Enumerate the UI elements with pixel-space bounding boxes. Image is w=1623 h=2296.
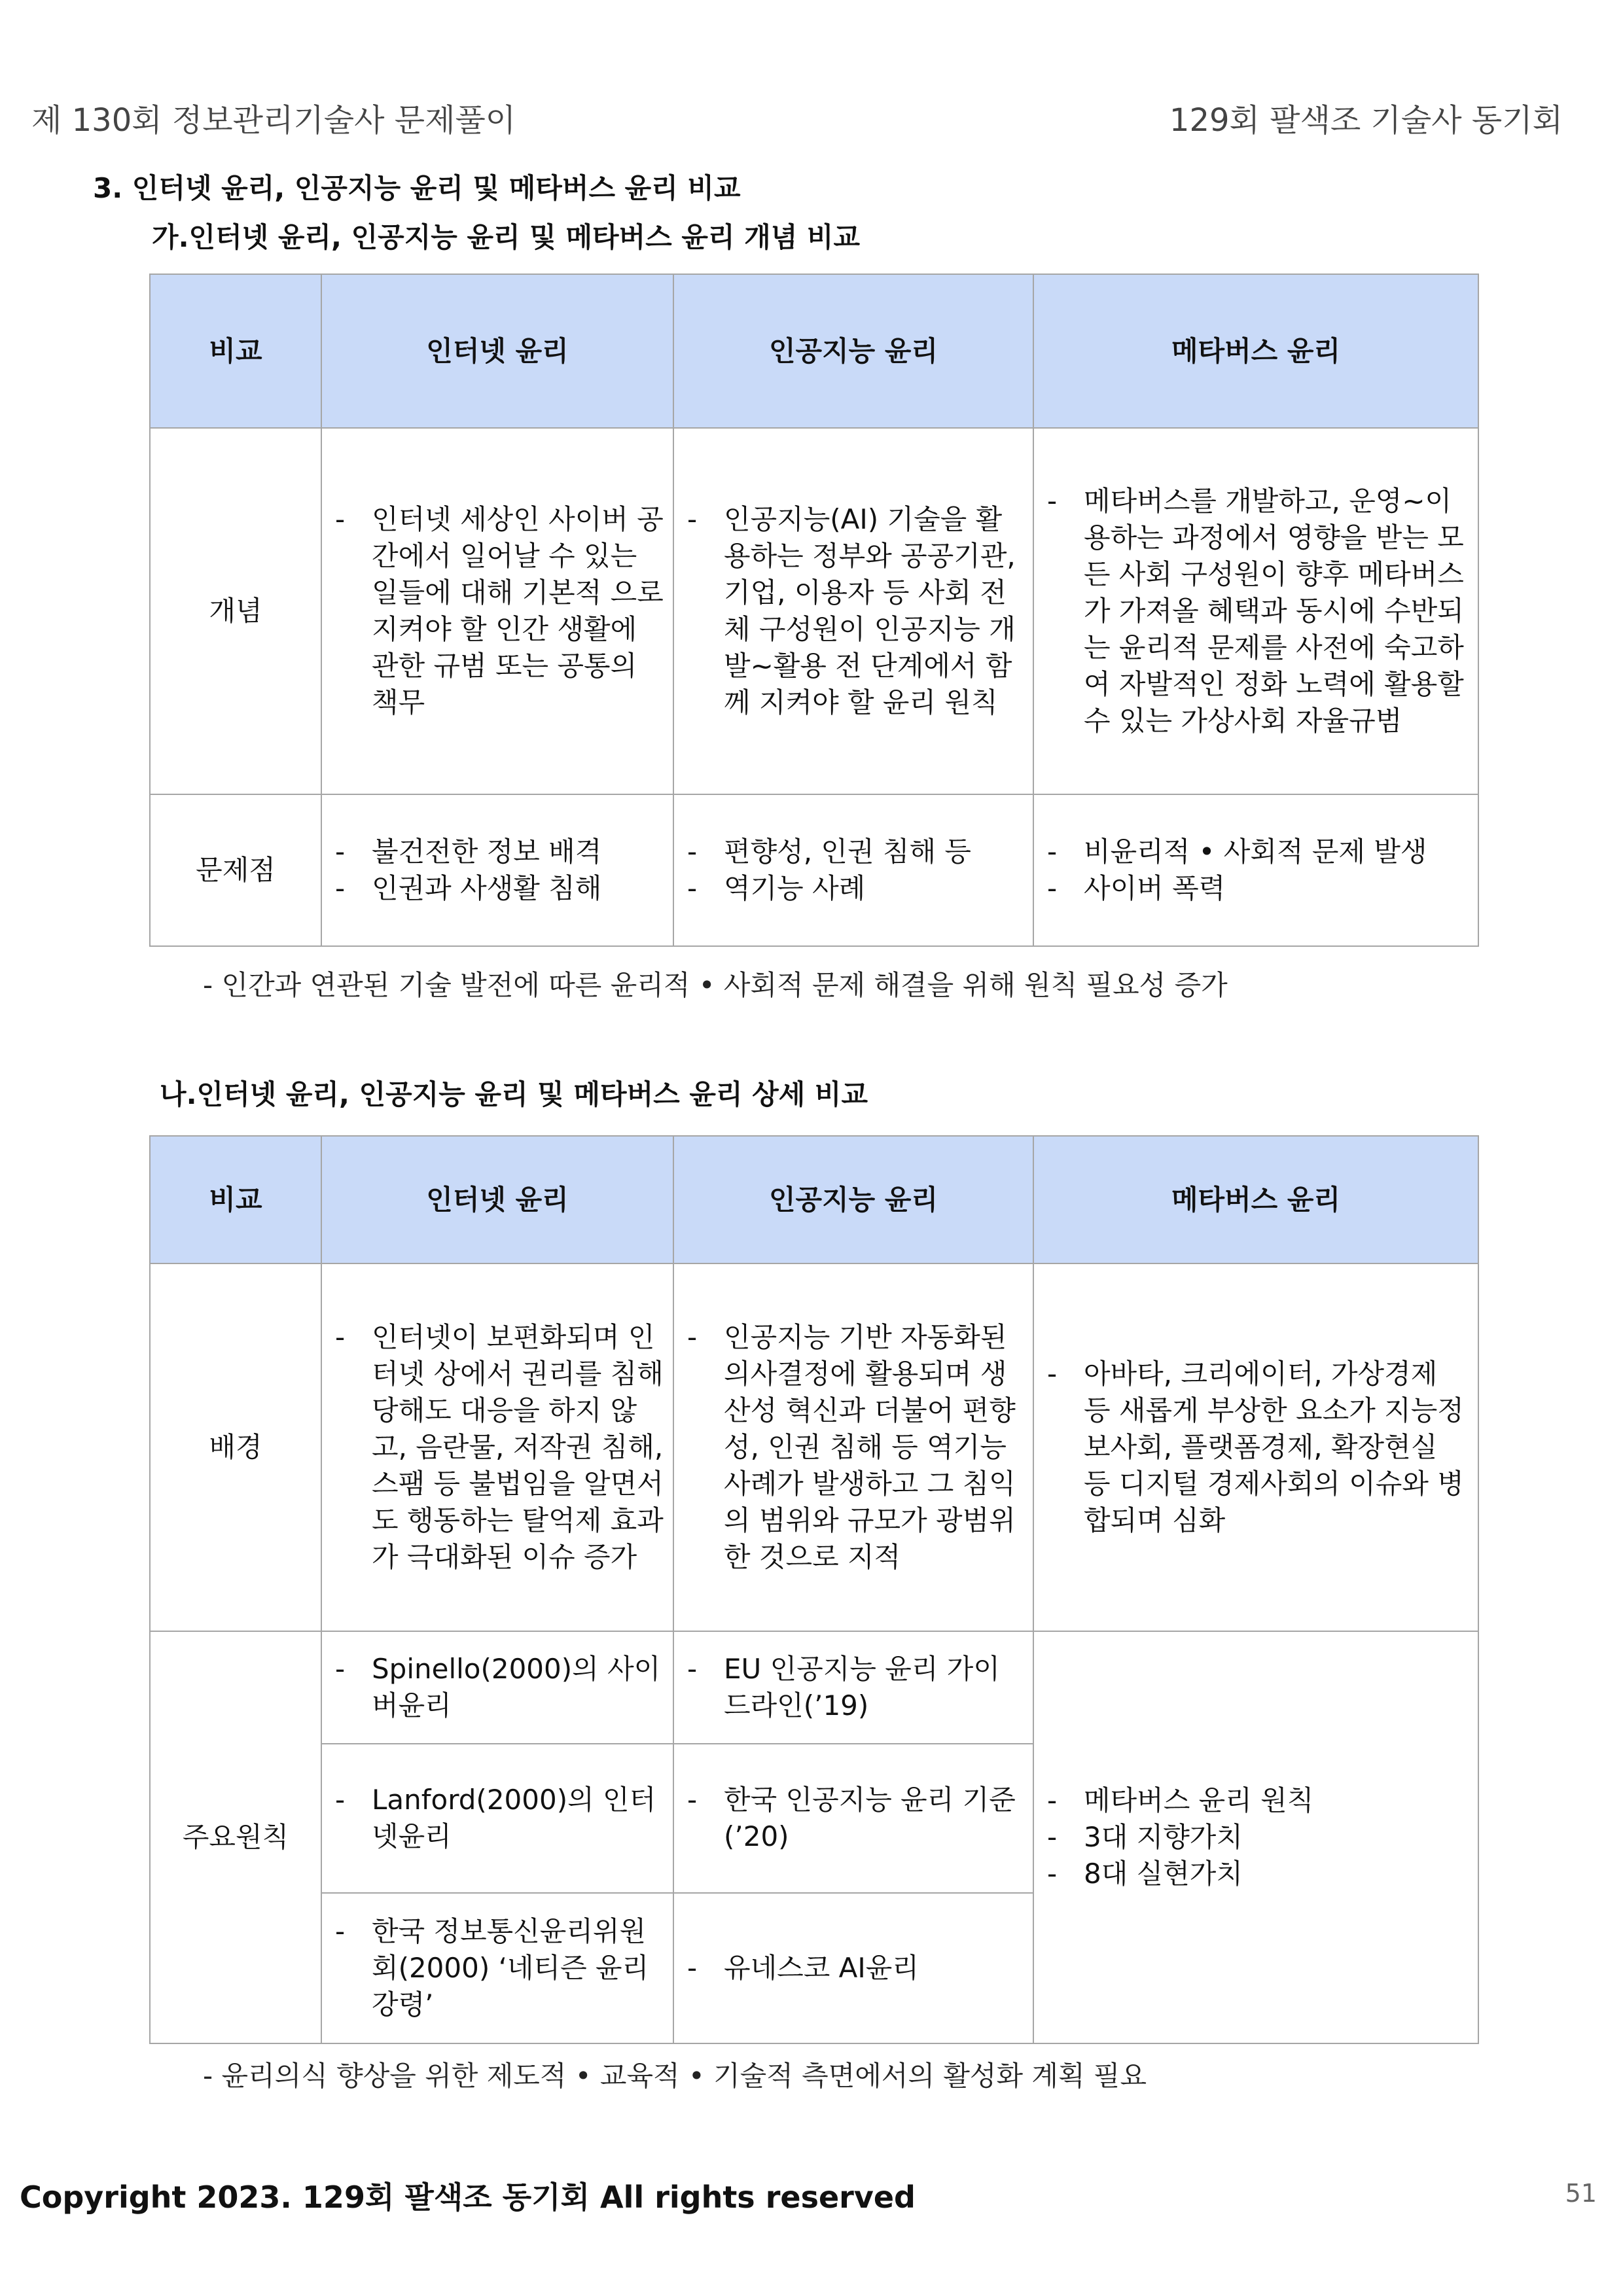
- cell-internet: [321, 794, 673, 946]
- row-label: 문제점: [150, 794, 321, 946]
- header-ai: 인공지능 윤리: [673, 274, 1033, 428]
- cell-metaverse: [1033, 1263, 1478, 1631]
- table-header-row: [150, 274, 1478, 428]
- list-item: - EU 인공지능 윤리 가이드라인(’19): [687, 1653, 1000, 1722]
- cell-ai: [673, 1744, 1033, 1893]
- cell-metaverse: [1033, 794, 1478, 946]
- list-item: - 사이버 폭력: [1047, 872, 1226, 904]
- cell-internet: [321, 428, 673, 794]
- cell-ai: [673, 1893, 1033, 2043]
- table-header-row: [150, 1136, 1478, 1263]
- list-item: - 역기능 사례: [687, 872, 866, 904]
- list-item: - 유네스코 AI윤리: [687, 1952, 919, 1984]
- cell-ai: [673, 428, 1033, 794]
- table2-title: 나.인터넷 윤리, 인공지능 윤리 및 메타버스 윤리 상세 비교: [160, 1078, 868, 1110]
- list-item: - 메타버스를 개발하고, 운영~이용하는 과정에서 영향을 받는 모든 사회 구성원이 향후 메타버스가 가져올 혜택과 동시에 수반되는 윤리적 문제를 사전에 숙고하여 자발적인 정화 노력에 활용할 수 있는 가상사회 자율규범: [1047, 485, 1464, 737]
- detail-comparison-table: [149, 1135, 1479, 2044]
- header-ai: 인공지능 윤리: [673, 1136, 1033, 1263]
- row-label: 주요원칙: [150, 1631, 321, 2043]
- list-item: - 한국 인공지능 윤리 기준(’20): [687, 1784, 1016, 1852]
- table-row: [150, 428, 1478, 794]
- cell-internet: [321, 1263, 673, 1631]
- header-internet: 인터넷 윤리: [321, 1136, 673, 1263]
- header-internet: 인터넷 윤리: [321, 274, 673, 428]
- cell-ai: [673, 1263, 1033, 1631]
- cell-internet: [321, 1744, 673, 1893]
- list-item: - 인터넷이 보편화되며 인터넷 상에서 권리를 침해당해도 대응을 하지 않고, 음란물, 저작권 침해, 스팸 등 불법임을 알면서도 행동하는 탈억제 효과가 극대화된 이슈 증가: [335, 1321, 664, 1573]
- cell-metaverse: [1033, 428, 1478, 794]
- table1-title: 가.인터넷 윤리, 인공지능 윤리 및 메타버스 윤리 개념 비교: [152, 221, 861, 253]
- list-item: - 3대 지향가치: [1047, 1821, 1243, 1853]
- header-compare: 비교: [150, 1136, 321, 1263]
- table-row: [150, 1263, 1478, 1631]
- list-item: - 메타버스 윤리 원칙: [1047, 1784, 1314, 1816]
- row-label: 개념: [150, 428, 321, 794]
- table1-note: - 인간과 연관된 기술 발전에 따른 윤리적 • 사회적 문제 해결을 위해 원칙 필요성 증가: [203, 969, 1228, 1001]
- list-item: - 편향성, 인권 침해 등: [687, 836, 971, 868]
- copyright: Copyright 2023. 129회 팔색조 동기회 All rights reserved: [20, 2180, 916, 2215]
- list-item: - 비윤리적 • 사회적 문제 발생: [1047, 836, 1427, 868]
- list-item: - 아바타, 크리에이터, 가상경제 등 새롭게 부상한 요소가 지능정보사회, 플랫폼경제, 확장현실 등 디지털 경제사회의 이슈와 병합되며 심화: [1047, 1358, 1464, 1536]
- cell-metaverse: [1033, 1631, 1478, 2043]
- list-item: - Lanford(2000)의 인터넷윤리: [335, 1784, 656, 1852]
- concept-comparison-table: [149, 274, 1479, 947]
- list-item: - 8대 실현가치: [1047, 1858, 1243, 1890]
- list-item: - 인터넷 세상인 사이버 공간에서 일어날 수 있는 일들에 대해 기본적 으로 지켜야 할 인간 생활에 관한 규범 또는 공통의 책무: [335, 503, 664, 718]
- header-left: 제 130회 정보관리기술사 문제풀이: [31, 102, 516, 139]
- table-row: [150, 1631, 1478, 1744]
- list-item: - 인권과 사생활 침해: [335, 872, 602, 904]
- list-item: - 불건전한 정보 배격: [335, 836, 602, 868]
- list-item: - Spinello(2000)의 사이버윤리: [335, 1653, 661, 1722]
- cell-internet: [321, 1893, 673, 2043]
- header-metaverse: 메타버스 윤리: [1033, 274, 1478, 428]
- page-number: 51: [1565, 2179, 1597, 2208]
- cell-internet: [321, 1631, 673, 1744]
- list-item: - 인공지능(AI) 기술을 활용하는 정부와 공공기관, 기업, 이용자 등 사회 전체 구성원이 인공지능 개발~활용 전 단계에서 함께 지켜야 할 윤리 원칙: [687, 503, 1016, 718]
- header-metaverse: 메타버스 윤리: [1033, 1136, 1478, 1263]
- list-item: - 한국 정보통신윤리위원회(2000) ‘네티즌 윤리강령’: [335, 1915, 649, 2021]
- header-compare: 비교: [150, 274, 321, 428]
- row-label: 배경: [150, 1263, 321, 1631]
- cell-ai: [673, 1631, 1033, 1744]
- list-item: - 인공지능 기반 자동화된 의사결정에 활용되며 생산성 혁신과 더불어 편향성, 인권 침해 등 역기능 사례가 발생하고 그 침익의 범위와 규모가 광범위한 것으로 지적: [687, 1321, 1016, 1573]
- section-title: 3. 인터넷 윤리, 인공지능 윤리 및 메타버스 윤리 비교: [93, 172, 741, 204]
- header-right: 129회 팔색조 기술사 동기회: [1169, 102, 1563, 139]
- table2-note: - 윤리의식 향상을 위한 제도적 • 교육적 • 기술적 측면에서의 활성화 계획 필요: [203, 2060, 1147, 2092]
- table-row: [150, 794, 1478, 946]
- cell-ai: [673, 794, 1033, 946]
